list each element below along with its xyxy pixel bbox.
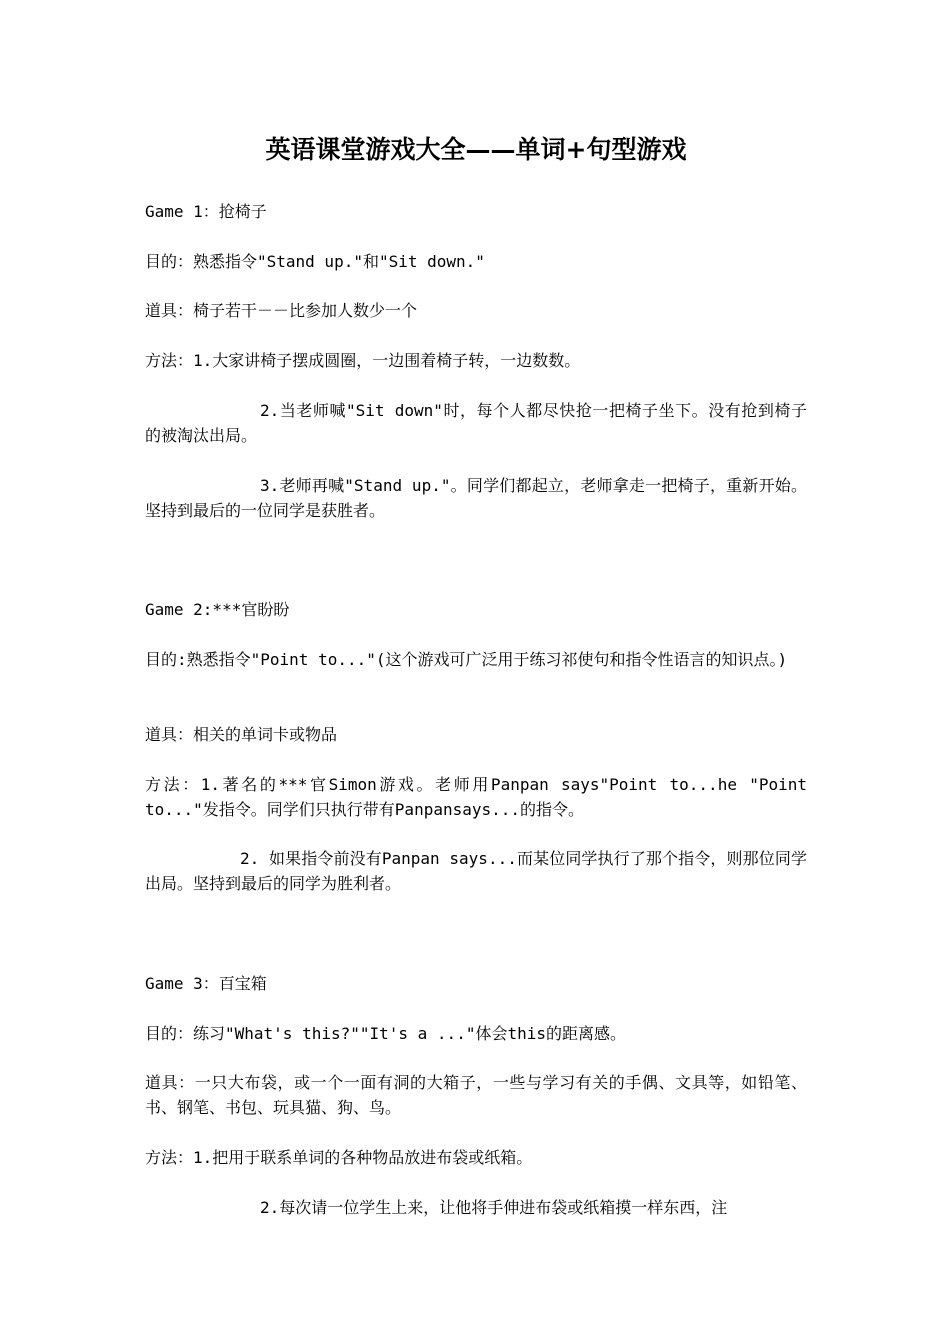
game3-step1: 方法：1.把用于联系单词的各种物品放进布袋或纸箱。	[145, 1148, 533, 1167]
game2-purpose: 目的:熟悉指令"Point to..."(这个游戏可广泛用于练习祁使句和指令性语言的知识点。)	[145, 650, 788, 669]
game1-step2: 2.当老师喊"Sit down"时，每个人都尽快抢一把椅子坐下。没有抢到椅子的被淘汰出局。	[145, 401, 807, 445]
game3-heading: Game 3：百宝箱	[145, 974, 267, 993]
game1-purpose: 目的：熟悉指令"Stand up."和"Sit down."	[145, 252, 485, 271]
game3-purpose: 目的：练习"What's this?""It's a ..."体会this的距离感。	[145, 1024, 626, 1043]
game2-heading: Game 2:***官盼盼	[145, 600, 290, 619]
game3-props: 道具：一只大布袋，或一个一面有洞的大箱子，一些与学习有关的手偶、文具等，如铅笔、书、钢笔、书包、玩具猫、狗、鸟。	[145, 1073, 807, 1117]
game1-step1: 方法：1.大家讲椅子摆成圆圈，一边围着椅子转，一边数数。	[145, 351, 581, 370]
document-title: 英语课堂游戏大全——单词+句型游戏	[265, 135, 687, 164]
game1-step3: 3.老师再喊"Stand up."。同学们都起立，老师拿走一把椅子，重新开始。坚持到最后的一位同学是获胜者。	[145, 476, 807, 520]
game3-step2: 2.每次请一位学生上来，让他将手伸进布袋或纸箱摸一样东西，注	[260, 1198, 728, 1217]
game1-heading: Game 1：抢椅子	[145, 202, 267, 221]
game2-step1: 方法：1.著名的***官Simon游戏。老师用Panpan says"Point to...he "Point to..."发指令。同学们只执行带有Panpansays...的指令。	[145, 775, 807, 819]
game2-step2: 2. 如果指令前没有Panpan says...而某位同学执行了那个指令，则那位同学出局。坚持到最后的同学为胜利者。	[145, 849, 807, 893]
game1-props: 道具：椅子若干－－比参加人数少一个	[145, 301, 418, 320]
game2-props: 道具：相关的单词卡或物品	[145, 725, 338, 744]
